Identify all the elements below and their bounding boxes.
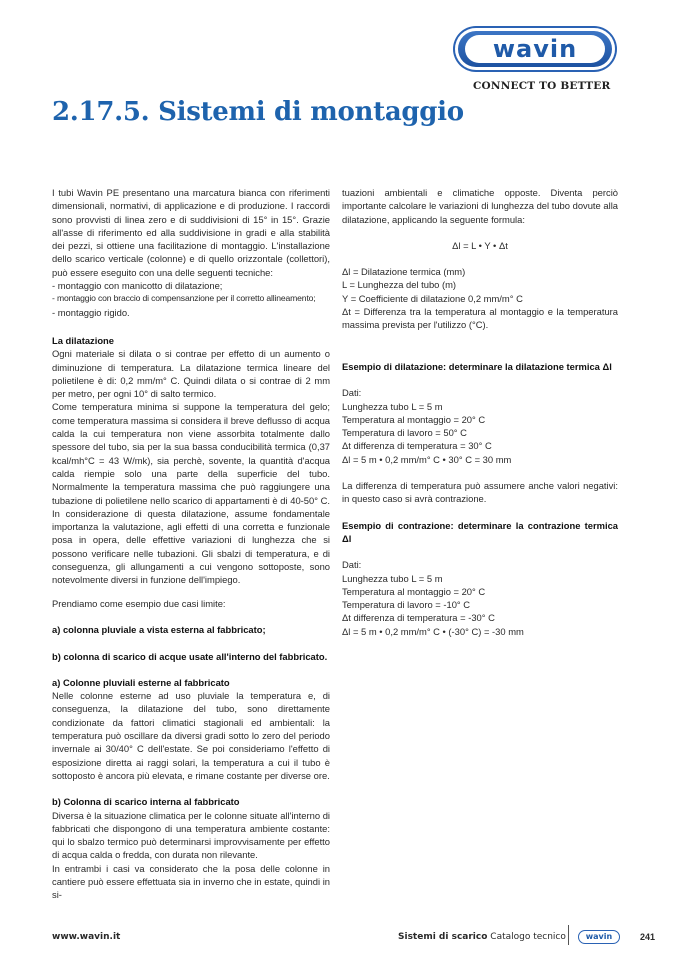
footer-divider xyxy=(568,925,569,945)
definition: Δt = Differenza tra la temperatura al montaggio e la temperatura massima prevista per l'utilizzo (°C). xyxy=(342,306,618,331)
logo-text: wavin xyxy=(465,35,605,63)
list-item: - montaggio con braccio di compensanzione per il corretto allineamento; xyxy=(52,293,316,304)
cases-section xyxy=(52,597,330,902)
definition: Y = Coefficiente di dilatazione 0,2 mm/m° C xyxy=(342,292,523,304)
section-heading: La dilatazione xyxy=(52,335,114,346)
footer-section xyxy=(398,932,566,942)
data-line: Δl = 5 m • 0,2 mm/m° C • 30° C = 30 mm xyxy=(342,453,512,465)
formula-section xyxy=(342,186,618,332)
data-line: Δt differenza di temperatura = 30° C xyxy=(342,440,492,452)
data-line: Temperatura al montaggio = 20° C xyxy=(342,413,486,425)
intro-section xyxy=(52,186,330,319)
footer-section-label: Catalogo tecnico xyxy=(490,932,566,942)
definition: Δl = Dilatazione termica (mm) xyxy=(342,266,466,278)
intro-paragraph: I tubi Wavin PE presentano una marcatura bianca con riferimenti dimensionali, normativi, di applicazione e di produzione. I raccordi sono provvisti di linea zero e di suddivisioni di 15° in 15°. Grazie all'asse di riferimento ed alla suddivisione in gradi e alla stabilità dei pezzi, si ottiene una facilitazione di montaggio. L'installazione dello scarico verticale (colonne) e di quello orizzontale (collettori), può essere eseguito con una delle seguenti tecniche: xyxy=(52,187,330,278)
section-heading: Esempio di contrazione: determinare la contrazione termica Δl xyxy=(342,519,618,544)
paragraph: Diversa è la situazione climatica per le colonne situate all'interno di fabbricati che dispongono di una temperatura ambiente costante: qui lo sbalzo termico può determinarsi improvvisamente per effetto di acqua calda o fredda, con durata non rilevante. xyxy=(52,809,330,861)
tagline: CONNECT TO BETTER xyxy=(473,80,611,92)
page-title: 2.17.5. Sistemi di montaggio xyxy=(52,97,464,127)
data-line: Δt differenza di temperatura = -30° C xyxy=(342,612,495,624)
definition: L = Lunghezza del tubo (m) xyxy=(342,279,457,291)
data-line: Lunghezza tubo L = 5 m xyxy=(342,400,443,412)
paragraph: La differenza di temperatura può assumere anche valori negativi: in questo caso si avrà contrazione. xyxy=(342,480,618,505)
footer-section-bold: Sistemi di scarico xyxy=(398,932,488,942)
paragraph: In entrambi i casi va considerato che la posa delle colonne in cantiere può essere effettuata sia in inverno che in estate, quindi in si- xyxy=(52,862,330,901)
paragraph: Prendiamo come esempio due casi limite: xyxy=(52,598,226,609)
data-line: Lunghezza tubo L = 5 m xyxy=(342,572,443,584)
section-heading: a) Colonne pluviali esterne al fabbricato xyxy=(52,676,230,688)
data-line: Dati: xyxy=(342,559,362,571)
page-number: 241 xyxy=(640,932,656,942)
case-b: b) colonna di scarico di acque usate all'interno del fabbricato. xyxy=(52,650,328,662)
paragraph: Ogni materiale si dilata o si contrae per effetto di un aumento o diminuzione di temperatura. La dilatazione termica lineare del polietilene è di: 0,2 mm/m° C. Quindi dilata o si contrae di 2 mm per metro, per ogni 10° di salto termico. xyxy=(52,348,330,400)
paragraph: Nelle colonne esterne ad uso pluviale la temperatura e, di conseguenza, la dilatazione del tubo, sono direttamente condizionate da fattori climatici stagionali ed ambientali: la temperatura può oscillare da diversi gradi sotto lo zero del periodo invernale ai 30/40° C dell'estate. Se poi consideriamo l'effetto di esposizione diretta ai raggi solari, la temperatura a cui il tubo è sottoposto è ancora più elevata, e rimane costante per diverse ore. xyxy=(52,690,330,781)
data-line: Temperatura di lavoro = 50° C xyxy=(342,427,467,439)
data-line: Temperatura al montaggio = 20° C xyxy=(342,585,486,597)
data-line: Temperatura di lavoro = -10° C xyxy=(342,599,471,611)
list-item: - montaggio rigido. xyxy=(52,306,130,318)
section-heading: b) Colonna di scarico interna al fabbricato xyxy=(52,796,240,808)
example-dilatation xyxy=(342,360,618,638)
paragraph: Come temperatura minima si suppone la temperatura del gelo; come temperatura massima si considera il breve deflusso di acqua calda la cui temperatura non viene assorbita totalmente dallo spessore del tubo, sia per la sua bassa conducibilità termica (0,37 kcal/mh°C = 43 W/mk), sia perchè, sovente, la quantità d'acqua calda riempie solo una parte della superficie del tubo. Normalmente la temperatura massima che può raggiungere una tubazione di polietilene nello scarico di appartamenti è di 40-50° C. In considerazione di questa dilatazione, assume fondamentale importanza la valutazione, agli effetti di una corretta e funzionale posa in opera, delle effettive variazioni di lunghezza che si possono verificare nelle tubazioni. Gli sbalzi di temperatura, e di conseguenza, gli allungamenti a cui vengono sottoposte, sono notevolmente diversi in funzione dell'impiego. xyxy=(52,401,330,586)
footer-url: www.wavin.it xyxy=(52,932,121,942)
data-line: Δl = 5 m • 0,2 mm/m° C • (-30° C) = -30 mm xyxy=(342,625,524,637)
dilatazione-section xyxy=(52,334,330,587)
wavin-logo xyxy=(455,28,615,70)
data-line: Dati: xyxy=(342,387,362,399)
footer-logo: wavin xyxy=(578,930,620,944)
paragraph: tuazioni ambientali e climatiche opposte. Diventa perciò importante calcolare le variazioni di lunghezza del tubo dovute alla dilatazione, applicando la seguente formula: xyxy=(342,187,618,225)
formula: Δl = L • Y • Δt xyxy=(452,239,508,251)
section-heading: Esempio di dilatazione: determinare la dilatazione termica Δl xyxy=(342,361,612,372)
list-item: - montaggio con manicotto di dilatazione; xyxy=(52,280,223,292)
case-a: a) colonna pluviale a vista esterna al fabbricato; xyxy=(52,624,266,636)
